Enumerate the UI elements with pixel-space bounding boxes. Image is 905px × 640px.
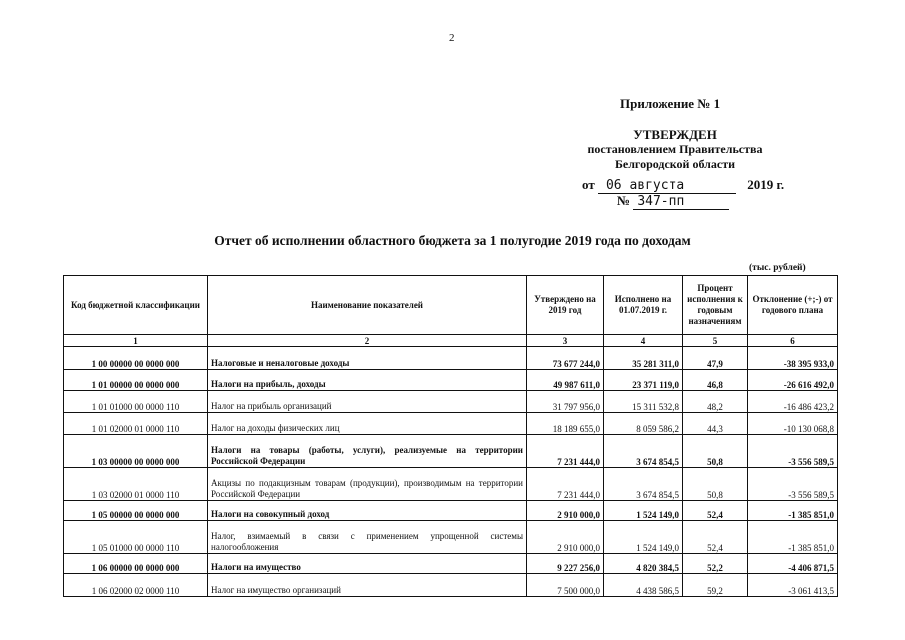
cell-percent: 46,8: [683, 370, 748, 391]
cell-approved: 2 910 000,0: [527, 521, 604, 554]
cell-executed: 23 371 119,0: [604, 370, 683, 391]
table-row: [64, 521, 838, 554]
cell-deviation: -3 061 413,5: [748, 574, 838, 597]
col-index: 6: [748, 335, 838, 347]
cell-code: 1 03 00000 00 0000 000: [64, 435, 208, 468]
cell-code: 1 06 00000 00 0000 000: [64, 554, 208, 574]
table-row: [64, 554, 838, 574]
table-row: [64, 370, 838, 391]
header-percent: Процент исполнения к годовым назначениям: [683, 276, 748, 335]
report-title: Отчет об исполнении областного бюджета за 1 полугодие 2019 года по доходам: [214, 233, 691, 248]
header-name: Наименование показателей: [208, 276, 527, 335]
cell-name: Налоги на товары (работы, услуги), реализуемые на территории Российской Федерации: [208, 435, 527, 468]
table-row: [64, 391, 838, 413]
cell-name: Акцизы по подакцизным товарам (продукции), производимым на территории Российской Федерации: [208, 468, 527, 501]
cell-percent: 52,4: [683, 521, 748, 554]
cell-executed: 35 281 311,0: [604, 347, 683, 370]
cell-deviation: -1 385 851,0: [748, 501, 838, 521]
cell-name: Налог на доходы физических лиц: [208, 413, 527, 435]
cell-approved: 7 231 444,0: [527, 468, 604, 501]
page-number: 2: [449, 32, 455, 44]
date-year: 2019 г.: [747, 177, 785, 192]
cell-name: Налог на имущество организаций: [208, 574, 527, 597]
approval-block: [555, 127, 795, 172]
cell-name: Налоги на совокупный доход: [208, 501, 527, 521]
cell-deviation: -10 130 068,8: [748, 413, 838, 435]
cell-percent: 59,2: [683, 574, 748, 597]
date-field: 06 августа: [598, 178, 736, 194]
approved-region-line: Белгородской области: [614, 157, 736, 171]
cell-code: 1 00 00000 00 0000 000: [64, 347, 208, 370]
cell-approved: 2 910 000,0: [527, 501, 604, 521]
cell-deviation: -4 406 871,5: [748, 554, 838, 574]
date-prefix: от: [582, 177, 595, 192]
cell-name: Налоги на прибыль, доходы: [208, 370, 527, 391]
cell-approved: 18 189 655,0: [527, 413, 604, 435]
cell-executed: 4 438 586,5: [604, 574, 683, 597]
cell-deviation: -38 395 933,0: [748, 347, 838, 370]
col-index: 5: [683, 335, 748, 347]
cell-executed: 3 674 854,5: [604, 468, 683, 501]
cell-name: Налоговые и неналоговые доходы: [208, 347, 527, 370]
cell-code: 1 01 02000 01 0000 110: [64, 413, 208, 435]
col-index: 1: [64, 335, 208, 347]
approved-heading: УТВЕРЖДЕН: [633, 127, 717, 142]
header-code: Код бюджетной классификации: [64, 276, 208, 335]
cell-executed: 1 524 149,0: [604, 501, 683, 521]
cell-approved: 73 677 244,0: [527, 347, 604, 370]
table-row: [64, 435, 838, 468]
cell-executed: 8 059 586,2: [604, 413, 683, 435]
number-prefix: №: [617, 193, 631, 208]
table-row: [64, 347, 838, 370]
table-row: [64, 501, 838, 521]
cell-percent: 52,4: [683, 501, 748, 521]
cell-code: 1 05 01000 00 0000 110: [64, 521, 208, 554]
cell-code: 1 06 02000 02 0000 110: [64, 574, 208, 597]
cell-code: 1 01 00000 00 0000 000: [64, 370, 208, 391]
header-approved: Утверждено на 2019 год: [527, 276, 604, 335]
cell-deviation: -16 486 423,2: [748, 391, 838, 413]
cell-percent: 44,3: [683, 413, 748, 435]
cell-executed: 1 524 149,0: [604, 521, 683, 554]
cell-executed: 15 311 532,8: [604, 391, 683, 413]
cell-approved: 9 227 256,0: [527, 554, 604, 574]
col-index: 2: [208, 335, 527, 347]
table-row: [64, 413, 838, 435]
table-row: [64, 468, 838, 501]
cell-name: Налоги на имущество: [208, 554, 527, 574]
table-header: [64, 276, 838, 347]
cell-executed: 3 674 854,5: [604, 435, 683, 468]
cell-deviation: -26 616 492,0: [748, 370, 838, 391]
cell-code: 1 01 01000 00 0000 110: [64, 391, 208, 413]
cell-approved: 49 987 611,0: [527, 370, 604, 391]
units-label: (тыс. рублей): [749, 263, 806, 273]
cell-code: 1 05 00000 00 0000 000: [64, 501, 208, 521]
cell-deviation: -3 556 589,5: [748, 435, 838, 468]
approved-by-line: постановлением Правительства: [587, 142, 763, 156]
col-index: 3: [527, 335, 604, 347]
header-deviation: Отклонение (+;-) от годового плана: [748, 276, 838, 335]
appendix-label: Приложение № 1: [620, 96, 721, 111]
cell-percent: 52,2: [683, 554, 748, 574]
cell-name: Налог, взимаемый в связи с применением упрощенной системы налогообложения: [208, 521, 527, 554]
cell-approved: 7 500 000,0: [527, 574, 604, 597]
cell-executed: 4 820 384,5: [604, 554, 683, 574]
cell-deviation: -1 385 851,0: [748, 521, 838, 554]
cell-code: 1 03 02000 01 0000 110: [64, 468, 208, 501]
cell-approved: 7 231 444,0: [527, 435, 604, 468]
cell-percent: 47,9: [683, 347, 748, 370]
approval-number-line: [617, 193, 729, 210]
column-index-row: [64, 335, 838, 347]
cell-percent: 48,2: [683, 391, 748, 413]
number-field: 347-пп: [633, 194, 729, 210]
cell-approved: 31 797 956,0: [527, 391, 604, 413]
revenue-table: [63, 275, 838, 597]
cell-percent: 50,8: [683, 435, 748, 468]
table-body: [64, 347, 838, 597]
cell-deviation: -3 556 589,5: [748, 468, 838, 501]
col-index: 4: [604, 335, 683, 347]
header-executed: Исполнено на 01.07.2019 г.: [604, 276, 683, 335]
table-row: [64, 574, 838, 597]
cell-percent: 50,8: [683, 468, 748, 501]
approval-date-line: [582, 177, 784, 194]
cell-name: Налог на прибыль организаций: [208, 391, 527, 413]
